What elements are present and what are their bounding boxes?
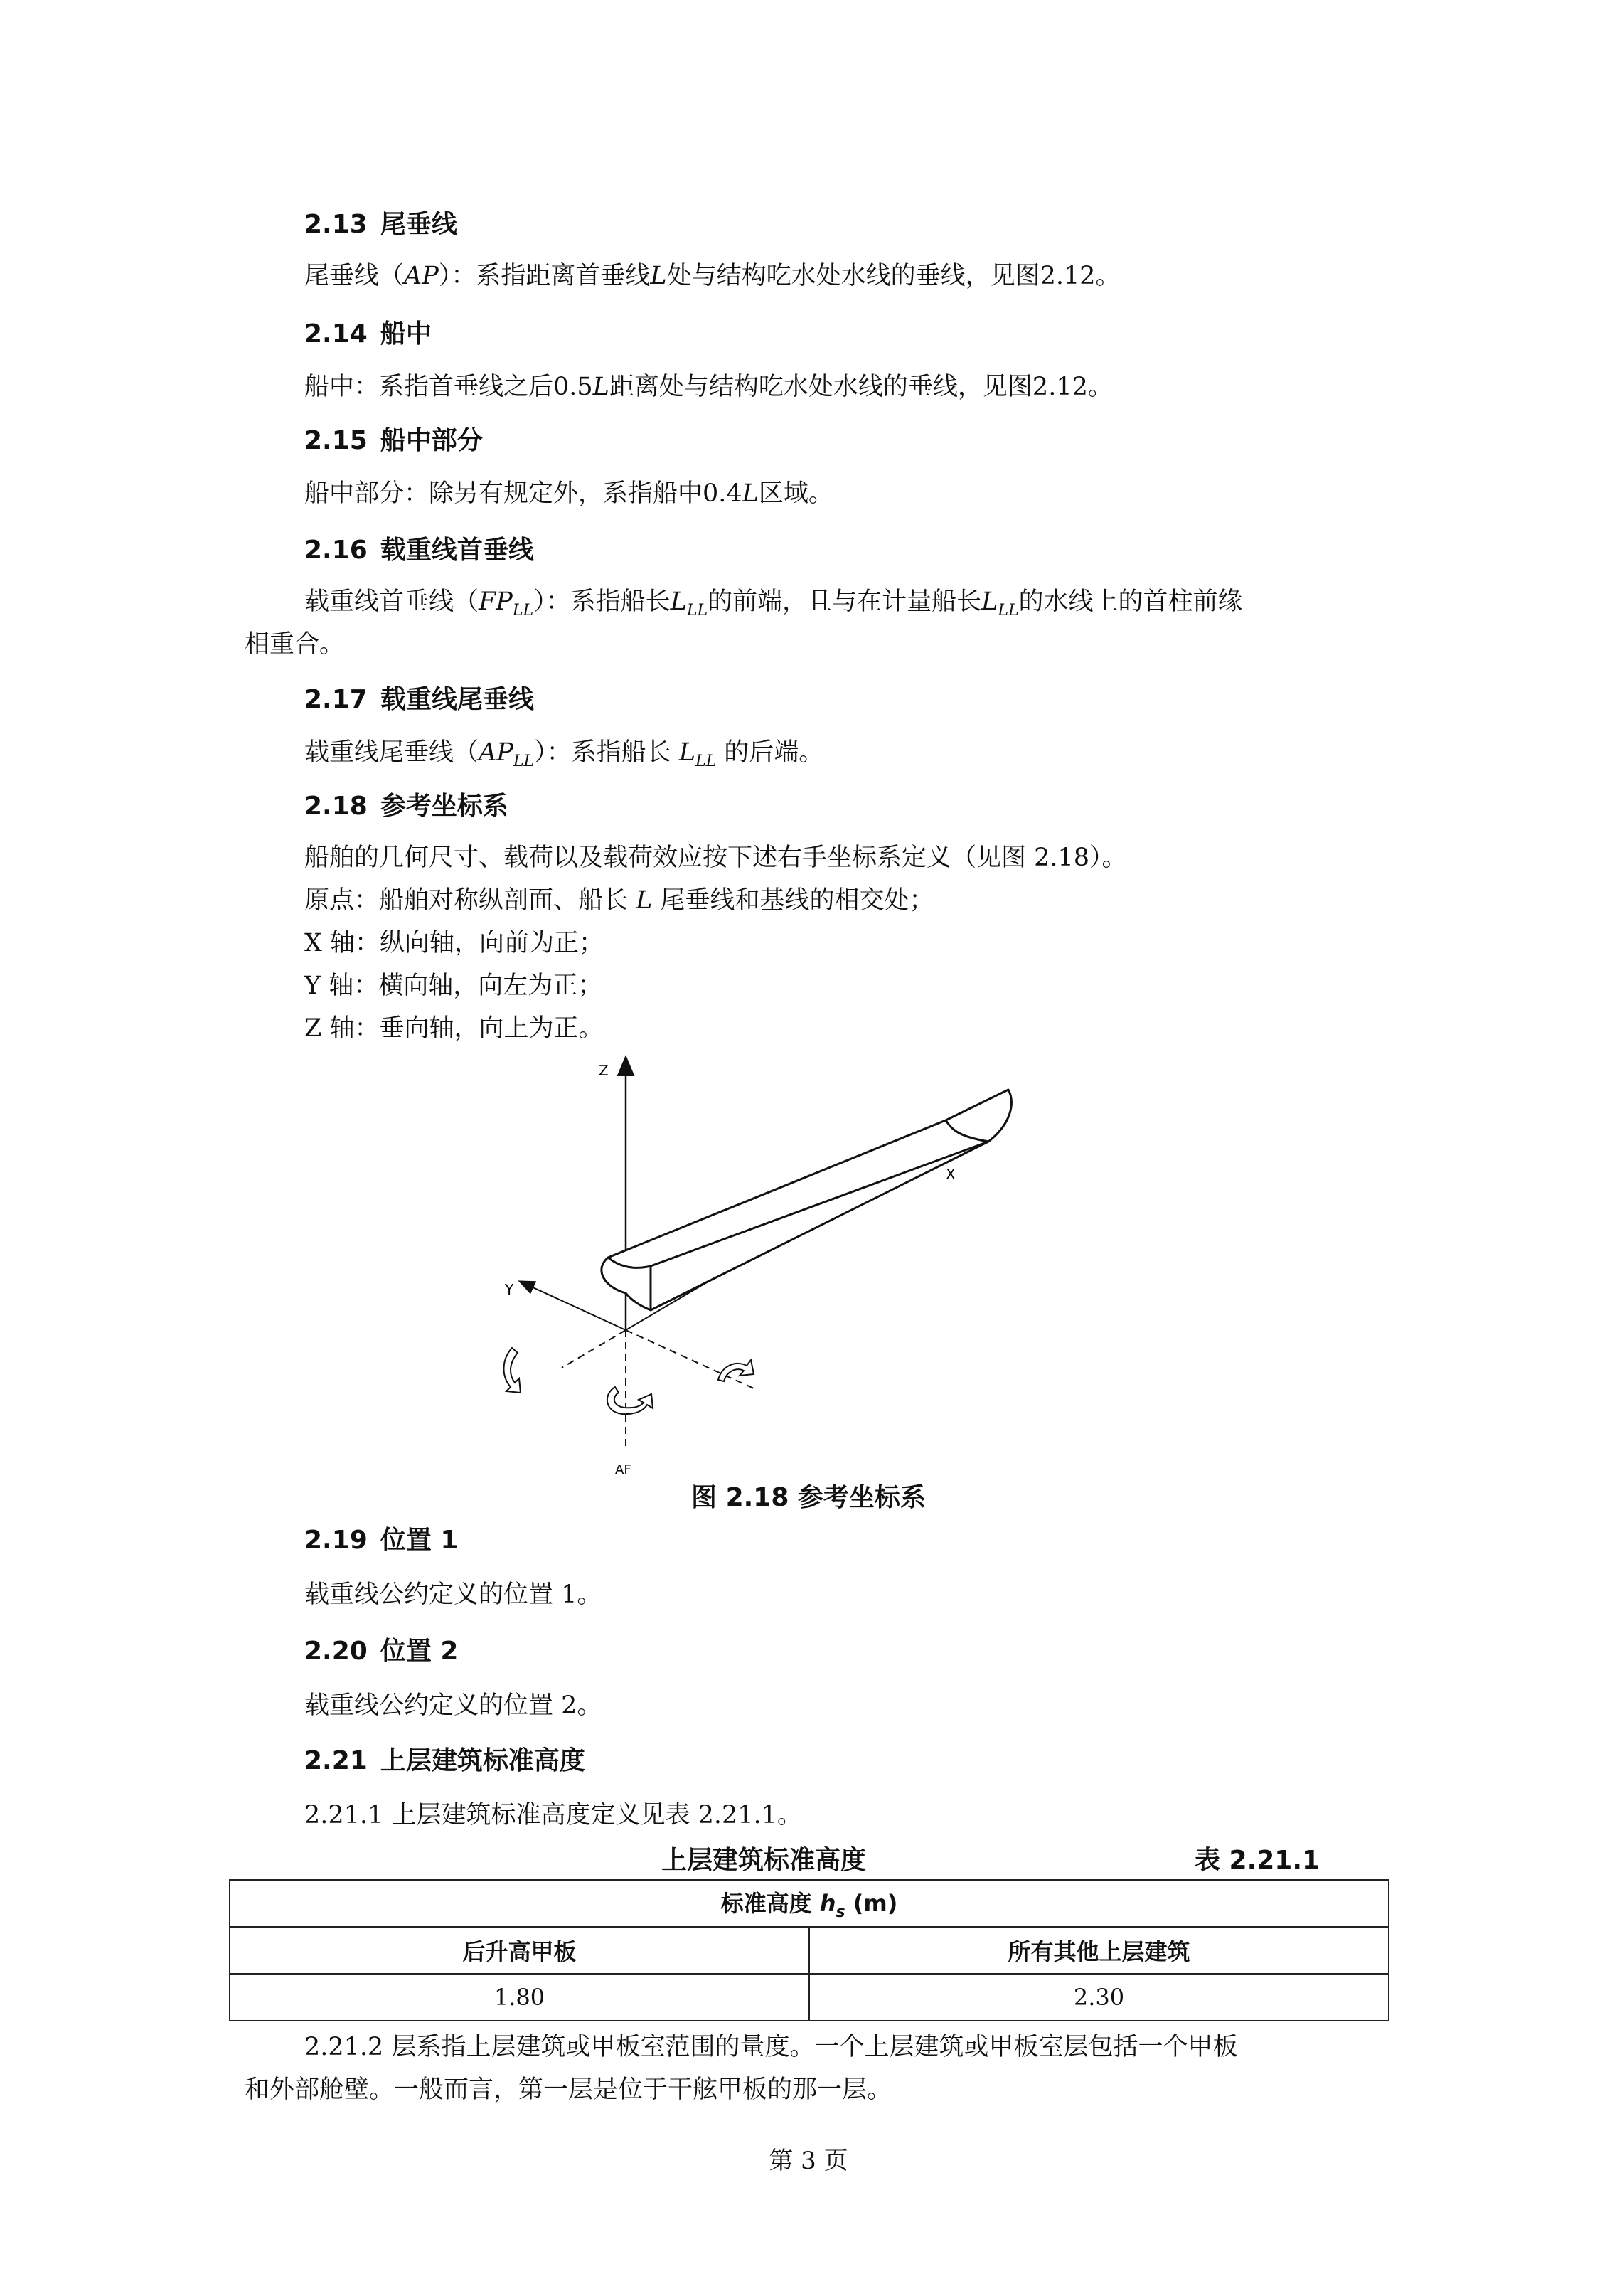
section-2-18-line5: Z 轴：垂向轴，向上为正。 xyxy=(304,1014,604,1043)
section-2-20-body: 载重线公约定义的位置 2。 xyxy=(304,1691,602,1720)
section-2-17-heading: 2.17 载重线尾垂线 xyxy=(304,685,534,714)
value-other-superstructures: 2.30 xyxy=(809,1974,1389,2021)
table-row xyxy=(230,1974,1389,2021)
x-axis-dashed xyxy=(562,1330,626,1368)
section-2-16-heading: 2.16 载重线首垂线 xyxy=(304,536,534,565)
table-number: 表 2.21.1 xyxy=(1195,1846,1320,1875)
table-title: 上层建筑标准高度 xyxy=(661,1846,867,1875)
value-raised-quarterdeck: 1.80 xyxy=(230,1974,809,2021)
af-label: AF xyxy=(615,1462,631,1477)
section-2-14-body: 船中：系指首垂线之后0.5L距离处与结构吃水处水线的垂线，见图2.12。 xyxy=(304,373,1113,401)
section-2-14-heading: 2.14 船中 xyxy=(304,319,432,349)
column-other-superstructures: 所有其他上层建筑 xyxy=(809,1927,1389,1974)
table-header-cell: 标准高度 $h_s$ (m) xyxy=(230,1880,1389,1927)
y-axis-label: Y xyxy=(505,1281,514,1298)
section-2-21-2-line1: 2.21.2 层系指上层建筑或甲板室范围的量度。一个上层建筑或甲板室层包括一个甲板 xyxy=(304,2033,1238,2061)
section-2-18-line4: Y 轴：横向轴，向左为正； xyxy=(304,972,603,1000)
section-2-16-body-line1: 载重线首垂线$(FP_{LL})$：系指船长$L_{LL}$的前端，且与在计量船长$L_{LL}$的水线上的首柱前缘 xyxy=(304,588,1243,620)
page-number: 第 3 页 xyxy=(769,2147,848,2175)
rotation-arrow-y xyxy=(718,1360,754,1381)
y-axis-dashed xyxy=(626,1330,754,1388)
table-header-row xyxy=(230,1880,1389,1927)
section-2-20-heading: 2.20 位置 2 xyxy=(304,1637,459,1666)
section-2-15-body: 船中部分：除另有规定外，系指船中0.4L区域。 xyxy=(304,479,833,508)
section-2-18-line3: X 轴：纵向轴，向前为正； xyxy=(304,929,604,957)
section-2-18-heading: 2.18 参考坐标系 xyxy=(304,792,508,821)
section-2-18-line2: 原点：船舶对称纵剖面、船长 L 尾垂线和基线的相交处； xyxy=(304,886,934,915)
rotation-arrow-x xyxy=(503,1348,521,1393)
column-raised-quarterdeck: 后升高甲板 xyxy=(230,1927,809,1974)
rotation-arrow-z xyxy=(607,1387,653,1414)
section-2-21-1-body: 2.21.1 上层建筑标准高度定义见表 2.21.1。 xyxy=(304,1801,802,1829)
section-2-13-body: 尾垂线（AP）：系指距离首垂线L处与结构吃水处水线的垂线，见图2.12。 xyxy=(304,262,1121,290)
section-2-21-2-line2: 和外部舱壁。一般而言，第一层是位于干舷甲板的那一层。 xyxy=(245,2076,892,2104)
section-2-17-body: 载重线尾垂线$(AP_{LL})$：系指船长 $L_{LL}$ 的后端。 xyxy=(304,738,824,770)
superstructure-height-table xyxy=(229,1879,1389,2021)
y-axis xyxy=(521,1282,626,1330)
ship-hull xyxy=(602,1090,1012,1310)
section-2-16-body-line2: 相重合。 xyxy=(245,630,345,659)
section-2-19-heading: 2.19 位置 1 xyxy=(304,1526,459,1555)
section-2-18-line1: 船舶的几何尺寸、载荷以及载荷效应按下述右手坐标系定义（见图 2.18）。 xyxy=(304,844,1127,872)
section-2-19-body: 载重线公约定义的位置 1。 xyxy=(304,1580,602,1609)
x-axis-label: X xyxy=(946,1166,956,1183)
z-axis-label: Z xyxy=(599,1062,609,1079)
section-2-21-heading: 2.21 上层建筑标准高度 xyxy=(304,1746,585,1775)
figure-caption: 图 2.18 参考坐标系 xyxy=(691,1483,926,1512)
table-column-row xyxy=(230,1927,1389,1974)
section-2-15-heading: 2.15 船中部分 xyxy=(304,426,483,455)
section-2-13-heading: 2.13 尾垂线 xyxy=(304,210,457,239)
coordinate-system-figure xyxy=(498,1053,1138,1479)
